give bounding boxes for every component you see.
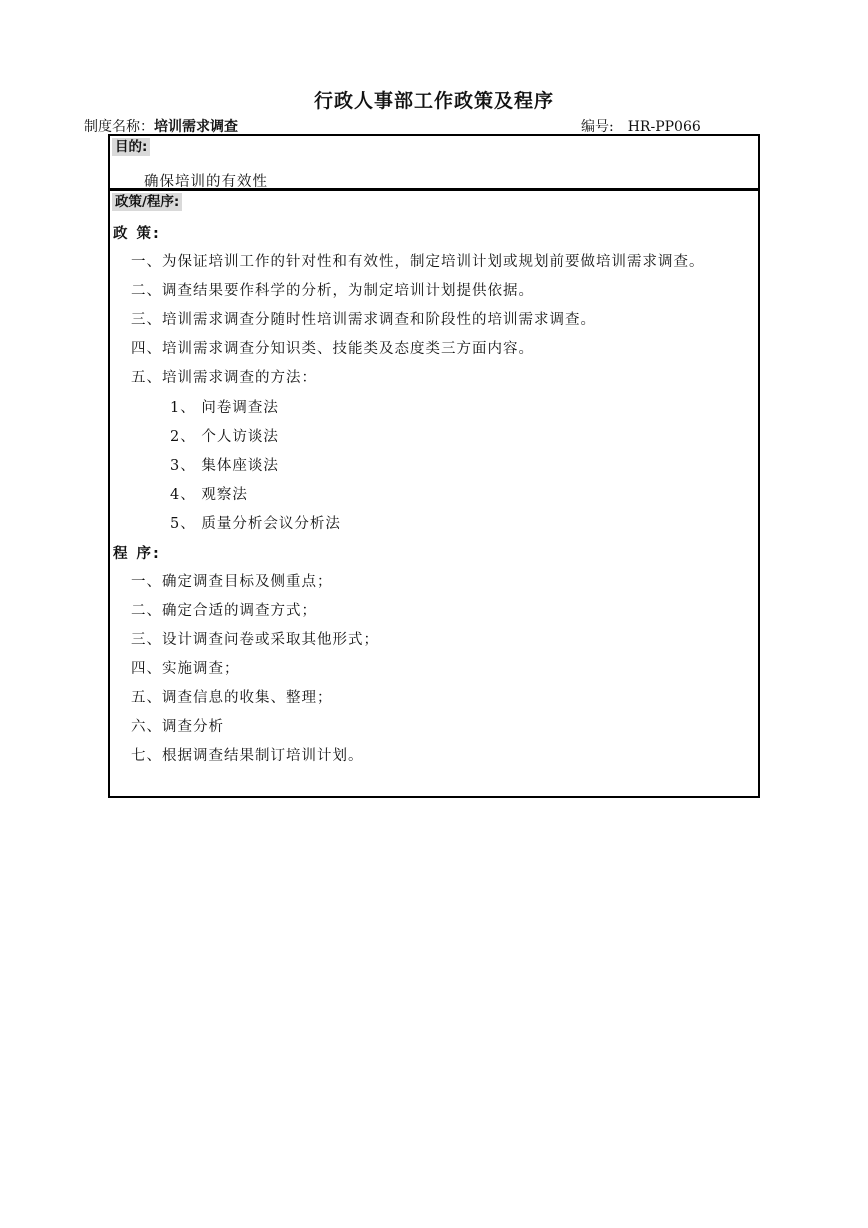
method-item: 2、 个人访谈法	[170, 429, 279, 445]
procedure-item: 三、设计调查问卷或采取其他形式；	[131, 632, 379, 648]
procedure-item: 七、根据调查结果制订培训计划。	[131, 748, 364, 764]
purpose-section	[108, 134, 760, 190]
procedure-item: 四、实施调查；	[131, 661, 240, 677]
procedure-item: 一、确定调查目标及侧重点；	[131, 574, 333, 590]
policy-name-row	[84, 116, 238, 136]
policy-code-row	[581, 116, 701, 136]
policy-item: 三、培训需求调查分随时性培训需求调查和阶段性的培训需求调查。	[131, 312, 596, 328]
method-item: 5、 质量分析会议分析法	[170, 516, 341, 532]
page-title: 行政人事部工作政策及程序	[313, 90, 554, 112]
policy-name-value: 培训需求调查	[154, 119, 238, 135]
policy-item: 五、培训需求调查的方法：	[131, 370, 317, 386]
policy-name-label: 制度名称：	[84, 119, 154, 135]
policy-code-value: HR-PP066	[627, 119, 701, 135]
procedure-item: 五、调查信息的收集、整理；	[131, 690, 333, 706]
policy-code-label: 编号:	[581, 119, 614, 135]
policy-procedure-label: 政策/程序:	[112, 193, 182, 211]
policy-heading: 政 策:	[113, 226, 161, 242]
purpose-label: 目的:	[112, 138, 150, 156]
policy-item: 一、为保证培训工作的针对性和有效性，制定培训计划或规划前要做培训需求调查。	[131, 254, 705, 270]
method-item: 4、 观察法	[170, 487, 248, 503]
method-item: 3、 集体座谈法	[170, 458, 279, 474]
policy-item: 四、培训需求调查分知识类、技能类及态度类三方面内容。	[131, 341, 534, 357]
procedure-heading: 程 序:	[113, 546, 161, 562]
procedure-item: 二、确定合适的调查方式；	[131, 603, 317, 619]
purpose-text: 确保培训的有效性	[144, 174, 268, 190]
policy-section	[108, 189, 760, 798]
policy-item: 二、调查结果要作科学的分析，为制定培训计划提供依据。	[131, 283, 534, 299]
method-item: 1、 问卷调查法	[170, 400, 279, 416]
procedure-item: 六、调查分析	[131, 719, 224, 735]
